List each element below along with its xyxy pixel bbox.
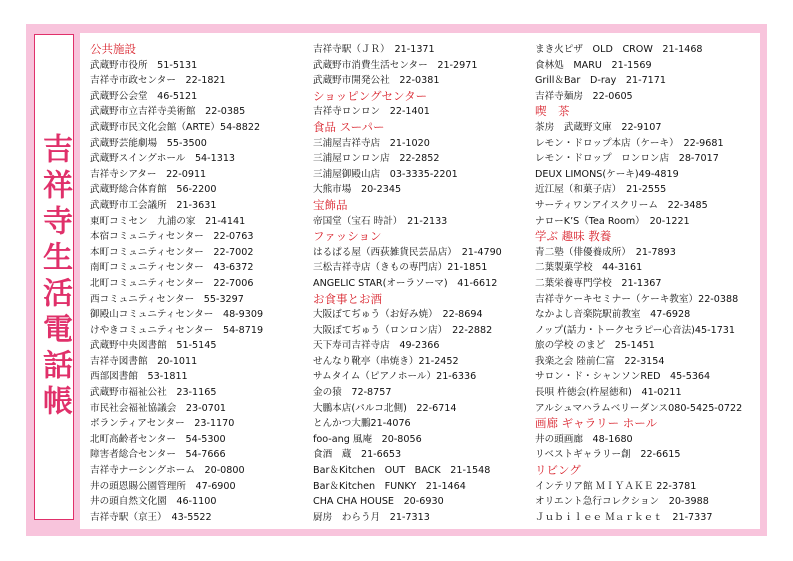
- directory-entry: なかよし音楽院駅前教室 47-6928: [535, 309, 691, 321]
- directory-entry: 吉祥寺麺房 22-0605: [535, 90, 633, 102]
- directory-entry: 天下寿司吉祥寺店 49-2366: [313, 340, 440, 352]
- directory-entry: 三浦屋ロンロン店 22-2852: [313, 153, 440, 165]
- directory-entry: 武蔵野市開発公社 22-0381: [313, 75, 440, 87]
- directory-entry: 吉祥寺ケーキセミナー（ケーキ教室）22-0388: [535, 293, 739, 305]
- directory-entry: 武蔵野市民文化会館（ARTE）54-8822: [90, 121, 261, 133]
- directory-entry: アルシュマハラムベリーダンス080-5425-0722: [535, 402, 743, 414]
- directory-entry: 帝国堂（宝石 時計） 21-2133: [313, 215, 448, 227]
- directory-entry: 西部図書館 53-1811: [90, 371, 188, 383]
- category-heading: 喫 茶: [535, 104, 570, 119]
- directory-entry: 食酒 蔵 21-6653: [313, 449, 402, 461]
- directory-entry: 東町コミセン 九浦の家 21-4141: [90, 215, 246, 227]
- directory-entry: 武蔵野市福祉公社 23-1165: [90, 387, 217, 399]
- directory-entry: レモン・ドロップ ロンロン店 28-7017: [535, 153, 719, 165]
- directory-entry: 武蔵野市工会議所 21-3631: [90, 199, 217, 211]
- directory-entry: 南町コミュニティセンター 43-6372: [90, 262, 254, 274]
- directory-entry: 我楽之会 陸前仁富 22-3154: [535, 355, 665, 367]
- directory-entry: 茶房 武蔵野文庫 22-9107: [535, 121, 662, 133]
- directory-entry: 大阪ぼてぢゅう（お好み焼） 22-8694: [313, 309, 483, 321]
- directory-entry: ボランティアセンター 23-1170: [90, 418, 235, 430]
- directory-entry: 北町コミュニティセンター 22-7006: [90, 277, 254, 289]
- directory-entry: 大熊市場 20-2345: [313, 184, 402, 196]
- directory-entry: CHA CHA HOUSE 20-6930: [313, 496, 444, 508]
- directory-entry: 本町コミュニティセンター 22-7002: [90, 246, 254, 258]
- directory-entry: ノップ(話力・トークセラピー心音法)45-1731: [535, 324, 736, 336]
- category-heading: リビング: [535, 463, 581, 478]
- directory-column-2: [313, 42, 533, 525]
- directory-entry: DEUX LIMONS(ケーキ)49-4819: [535, 168, 679, 180]
- directory-entry: 吉祥寺ナーシングホーム 20-0800: [90, 465, 245, 477]
- category-heading: 学ぶ 趣味 教養: [535, 229, 612, 244]
- directory-entry: 大鵬本店(パルコ北側) 22-6714: [313, 402, 457, 414]
- directory-entry: ナローK’S（Tea Room） 20-1221: [535, 215, 690, 227]
- directory-entry: foo-ang 風庵 20-8056: [313, 433, 422, 445]
- category-heading: 公共施設: [90, 42, 136, 56]
- category-heading: ファッション: [313, 229, 382, 244]
- directory-entry: 吉祥寺図書館 20-1011: [90, 355, 198, 367]
- directory-entry: 厨房 わらう月 21-7313: [313, 511, 430, 523]
- directory-entry: Bar＆Kitchen FUNKY 21-1464: [313, 480, 466, 492]
- directory-entry: ANGELIC STAR(オーラソーマ) 41-6612: [313, 277, 498, 289]
- directory-entry: 吉祥寺駅（京王） 43-5522: [90, 511, 212, 523]
- directory-column-3: [535, 42, 755, 525]
- directory-entry: 市民社会福祉協議会 23-0701: [90, 402, 227, 414]
- directory-entry: 青二塾（俳優養成所） 21-7893: [535, 246, 676, 258]
- directory-entry: 井の頭恩賜公園管理所 47-6900: [90, 480, 236, 492]
- directory-entry: 金の猿 72-8757: [313, 387, 392, 399]
- directory-entry: 大阪ぼてぢゅう（ロンロン店） 22-2882: [313, 324, 493, 336]
- directory-entry: 武蔵野公会堂 46-5121: [90, 90, 198, 102]
- directory-entry: 三浦屋吉祥寺店 21-1020: [313, 137, 430, 149]
- page-title: 吉祥寺生活電話帳: [37, 133, 72, 421]
- directory-entry: リベストギャラリー創 22-6615: [535, 449, 681, 461]
- directory-entry: 北町高齢者センター 54-5300: [90, 433, 226, 445]
- category-heading: 宝飾品: [313, 197, 348, 212]
- directory-entry: Bar＆Kitchen OUT BACK 21-1548: [313, 465, 491, 477]
- directory-entry: 食林処 MARU 21-1569: [535, 59, 652, 71]
- directory-entry: 三松吉祥寺店（きもの専門店）21-1851: [313, 262, 488, 274]
- category-heading: 画廊 ギャラリー ホール: [535, 416, 658, 431]
- directory-entry: 武蔵野市立吉祥寺美術館 22-0385: [90, 106, 246, 118]
- directory-entry: 旅の学校 のまど 25-1451: [535, 340, 655, 352]
- directory-entry: サロン・ド・シャンソンRED 45-5364: [535, 371, 711, 383]
- directory-entry: 二葉栄養専門学校 21-1367: [535, 277, 662, 289]
- directory-entry: インテリア館 ＭＩＹＡＫＥ 22-3781: [535, 480, 697, 492]
- title-box: [34, 34, 74, 520]
- directory-entry: 吉祥寺駅（ＪＲ） 21-1371: [313, 44, 435, 55]
- directory-entry: 御殿山コミュニティセンター 48-9309: [90, 309, 264, 321]
- directory-entry: 井の頭画廊 48-1680: [535, 433, 633, 445]
- directory-entry: レモン・ドロップ本店（ケーキ） 22-9681: [535, 137, 724, 149]
- directory-entry: 近江屋（和菓子店） 21-2555: [535, 184, 667, 196]
- directory-entry: まき火ピザ OLD CROW 21-1468: [535, 44, 703, 55]
- directory-entry: 長唄 杵徳会(杵屋徳和) 41-0211: [535, 387, 682, 399]
- directory-entry: 吉祥寺ロンロン 22-1401: [313, 106, 430, 118]
- directory-entry: サーティワンアイスクリーム 22-3485: [535, 199, 708, 211]
- directory-entry: 吉祥寺市政センター 22-1821: [90, 75, 226, 87]
- directory-entry: オリエント急行コレクション 20-3988: [535, 496, 709, 508]
- directory-entry: 武蔵野総合体育館 56-2200: [90, 184, 217, 196]
- directory-entry: 武蔵野市消費生活センター 21-2971: [313, 59, 478, 71]
- category-heading: 食品 スーパー: [313, 119, 385, 134]
- directory-entry: Ｊｕｂｉｌｅｅ Ｍａｒｋｅｔ 21-7337: [535, 511, 713, 523]
- directory-entry: とんかつ大鵬21-4076: [313, 418, 411, 430]
- directory-entry: 武蔵野市役所 51-5131: [90, 59, 198, 71]
- directory-entry: 西コミュニティセンター 55-3297: [90, 293, 244, 305]
- directory-entry: 井の頭自然文化園 46-1100: [90, 496, 217, 508]
- directory-entry: 障害者総合センター 54-7666: [90, 449, 226, 461]
- directory-entry: サムタイム（ピアノホール）21-6336: [313, 371, 477, 383]
- directory-entry: 本宿コミュニティセンター 22-0763: [90, 231, 254, 243]
- directory-entry: 武蔵野中央図書館 51-5145: [90, 340, 217, 352]
- directory-entry: Grill＆Bar D-ray 21-7171: [535, 75, 666, 87]
- directory-entry: 吉祥寺シアター 22-0911: [90, 168, 207, 180]
- directory-column-1: [90, 42, 310, 525]
- directory-entry: 二葉製菓学校 44-3161: [535, 262, 643, 274]
- directory-entry: はるぱる屋（西荻雑貨民芸品店） 21-4790: [313, 246, 502, 258]
- directory-entry: せんなり靴亭（串焼き）21-2452: [313, 355, 459, 367]
- directory-entry: 武蔵野芸能劇場 55-3500: [90, 137, 207, 149]
- directory-entry: 武蔵野スイングホール 54-1313: [90, 153, 236, 165]
- category-heading: お食事とお酒: [313, 291, 382, 306]
- directory-entry: けやきコミュニティセンター 54-8719: [90, 324, 264, 336]
- category-heading: ショッピングセンター: [313, 88, 428, 103]
- directory-entry: 三浦屋御殿山店 03-3335-2201: [313, 168, 458, 180]
